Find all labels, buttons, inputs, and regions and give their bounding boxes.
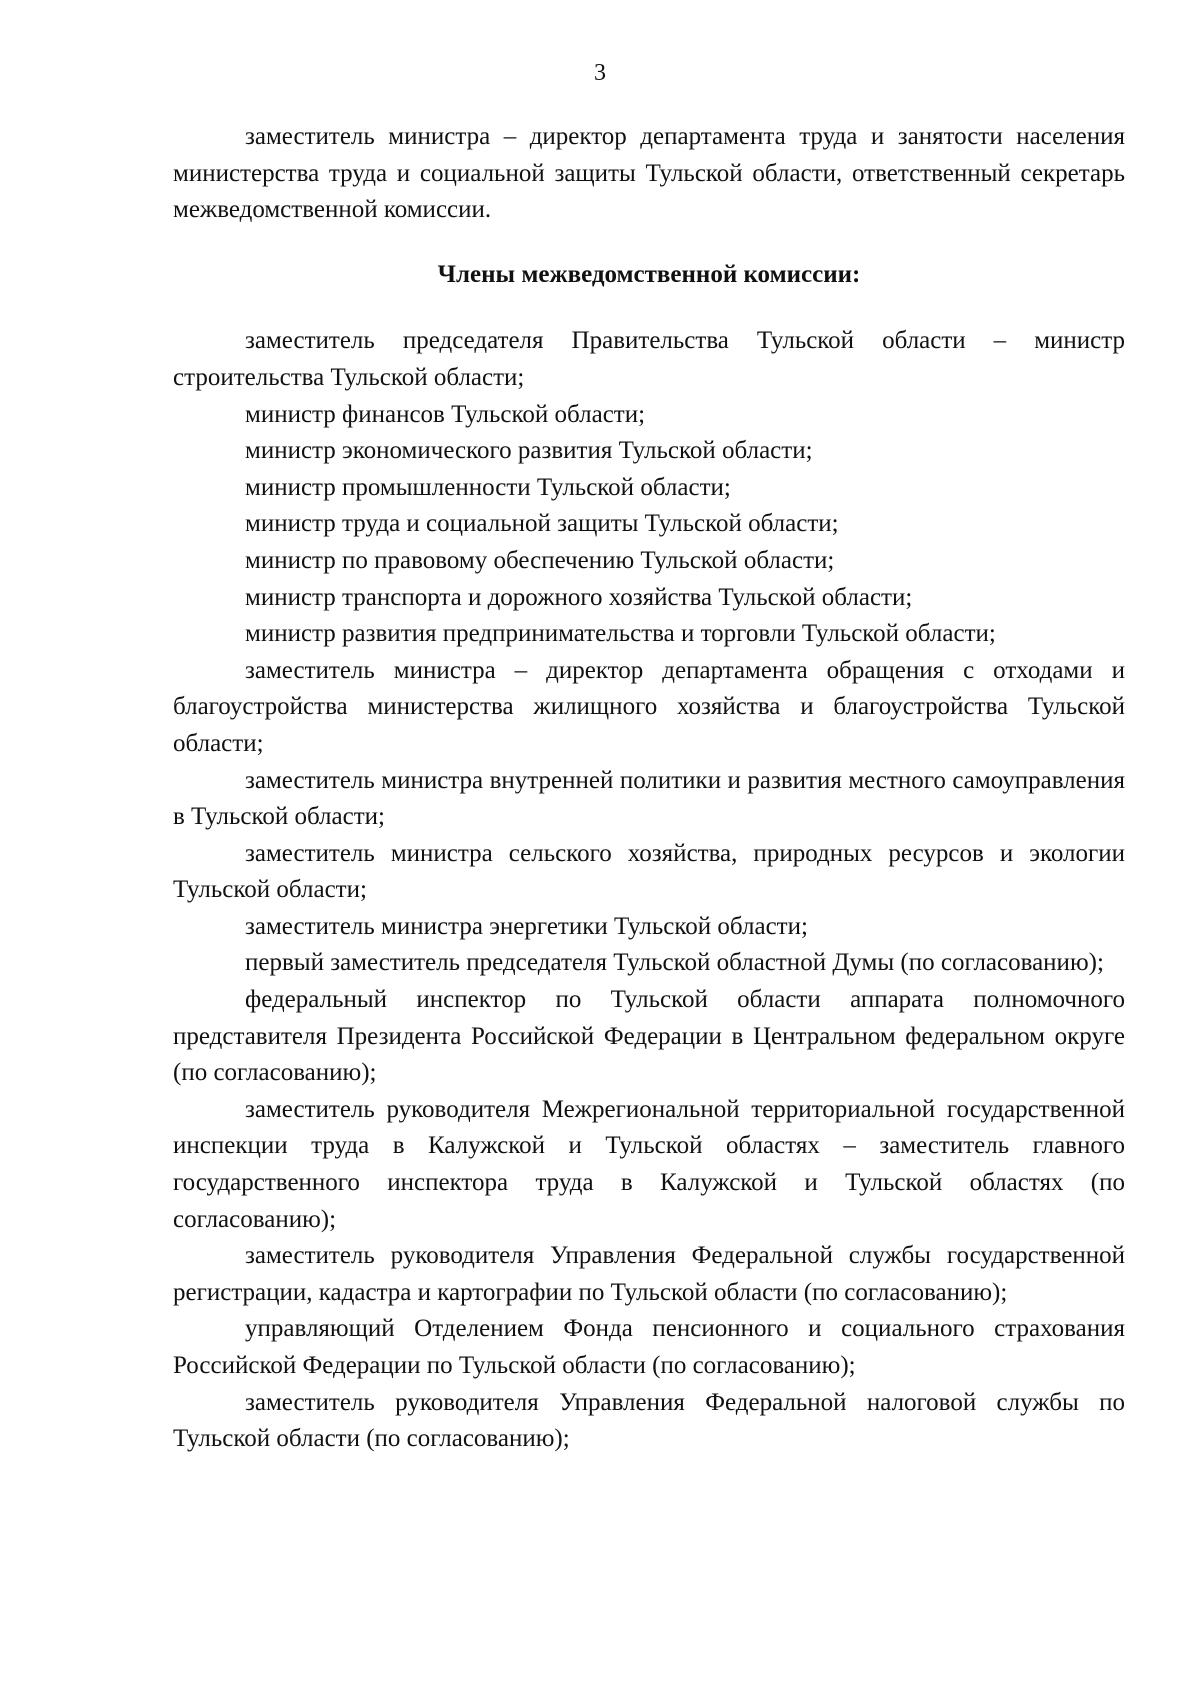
member-item: министр транспорта и дорожного хозяйства Тульской области;: [245, 583, 913, 611]
document-body: [173, 119, 1125, 1458]
intro-paragraph: заместитель министра – директор департамента труда и занятости населения министерства труда и социальной защиты Тульской области, ответственный секретарь межведомственной комиссии.: [173, 123, 1125, 224]
member-item: министр по правовому обеспечению Тульской области;: [245, 546, 835, 574]
member-item: министр экономического развития Тульской области;: [245, 437, 813, 465]
page-number: 3: [594, 60, 606, 86]
section-heading: Члены межведомственной комиссии:: [437, 260, 861, 288]
member-item: федеральный инспектор по Тульской области аппарата полномочного представителя Президента Российской Федерации в Центральном федеральном округе (по согласованию);: [173, 986, 1125, 1087]
member-item: управляющий Отделением Фонда пенсионного и социального страхования Российской Федерации по Тульской области (по согласованию);: [173, 1315, 1125, 1379]
member-item: министр финансов Тульской области;: [245, 400, 646, 428]
member-item: заместитель министра внутренней политики и развития местного самоуправления в Тульской области;: [173, 766, 1125, 831]
member-item: министр труда и социальной защиты Тульской области;: [245, 510, 839, 538]
member-item: заместитель министра – директор департамента обращения с отходами и благоустройства министерства жилищного хозяйства и благоустройства Тульской области;: [173, 656, 1125, 757]
member-item: заместитель руководителя Управления Федеральной налоговой службы по Тульской области (по согласованию);: [173, 1388, 1125, 1453]
member-item: министр развития предпринимательства и торговли Тульской области;: [245, 620, 996, 648]
member-item: заместитель министра энергетики Тульской области;: [245, 912, 808, 940]
member-item: заместитель председателя Правительства Тульской области – министр строительства Тульской области;: [173, 327, 1125, 391]
member-item: заместитель руководителя Межрегиональной территориальной государственной инспекции труда в Калужской и Тульской областях – заместитель главного государственного инспектора труда в Калужской и Тульской областях (по согласованию);: [173, 1095, 1125, 1233]
member-item: заместитель руководителя Управления Федеральной службы государственной регистрации, кадастра и картографии по Тульской области (по согласованию);: [173, 1242, 1125, 1306]
member-item: первый заместитель председателя Тульской областной Думы (по согласованию);: [245, 949, 1104, 977]
member-item: заместитель министра сельского хозяйства, природных ресурсов и экологии Тульской области;: [173, 839, 1125, 904]
members-list: [173, 323, 1125, 1457]
member-item: министр промышленности Тульской области;: [245, 473, 731, 501]
